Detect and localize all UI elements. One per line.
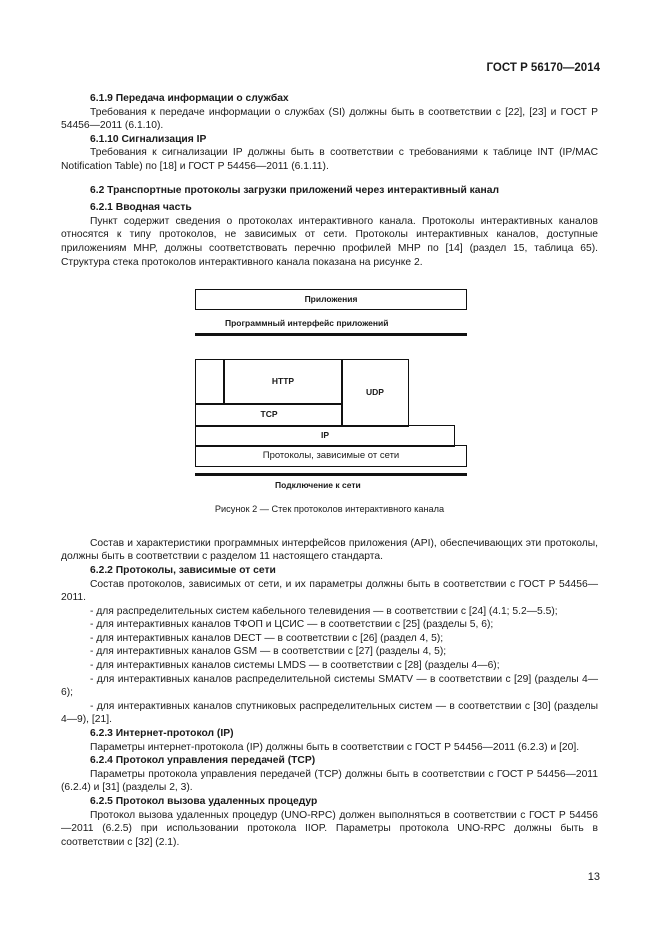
page-number: 13 <box>587 871 600 883</box>
section-title-6-2-3: 6.2.3 Интернет-протокол (IP) <box>90 728 234 740</box>
section-title-6-2: 6.2 Транспортные протоколы загрузки приложений через интерактивный канал <box>90 184 500 196</box>
paragraph-6-1-9: Требования к передаче информации о службах (SI) должны быть в соответствии с [22], [23] и ГОСТ Р 54456—2011 (6.1.10). <box>61 106 598 132</box>
section-title-6-2-4: 6.2.4 Протокол управления передачей (TCP) <box>90 755 316 767</box>
protocol-stack-figure <box>61 279 598 503</box>
paragraph-6-2-1: Пункт содержит сведения о протоколах интерактивного канала. Протоколы интерактивных каналов относятся к типу протоколов, не зависимых от сети. Протоколы интерактивных каналов, доступные приложениям MHP, должны соответствовать перечню профилей MHP по [14] (раздел 15, таблица 65). Структура стека протоколов интерактивного канала показана на рисунке 2. <box>61 215 598 268</box>
section-title-6-1-10: 6.1.10 Сигнализация IP <box>90 133 207 145</box>
ip-layer: IP <box>195 425 455 447</box>
api-line <box>195 333 467 336</box>
paragraph-6-1-10: Требования к сигнализации IP должны быть в соответствии с требованиями к таблице INT (IP/MAC Notification Table) по [18] и ГОСТ Р 54456—2011 (6.1.11). <box>61 147 598 172</box>
list-item: - для интерактивных каналов системы LMDS — в соответствии с [28] (разделы 4—6); <box>90 660 500 672</box>
paragraph-api: Состав и характеристики программных интерфейсов приложения (API), обеспечивающих эти протоколы, должны быть в соответствии с разделом 11 настоящего стандарта. <box>61 537 598 563</box>
http-layer: HTTP <box>223 359 343 405</box>
document-header: ГОСТ Р 56170—2014 <box>486 62 600 74</box>
connection-line <box>195 473 467 476</box>
section-title-6-1-9: 6.1.9 Передача информации о службах <box>90 93 289 104</box>
connection-label: Подключение к сети <box>275 480 361 491</box>
section-title-6-2-5: 6.2.5 Протокол вызова удаленных процедур <box>90 796 318 807</box>
list-item: - для интерактивных каналов GSM — в соответствии с [27] (разделы 4, 5); <box>90 646 447 658</box>
paragraph-6-2-5: Протокол вызова удаленных процедур (UNO-RPC) должен выполняться в соответствии с ГОСТ Р 54456—2011 (6.2.5) при использовании протокола IIOP. Параметры протокола UNO-RPC должны быть в соответствии с [32] (2.1). <box>61 809 598 848</box>
paragraph-6-2-2-intro: Состав протоколов, зависимых от сети, и их параметры должны быть в соответствии с ГОСТ Р 54456—2011. <box>61 578 598 604</box>
network-protocols-layer: Протоколы, зависимые от сети <box>195 445 467 467</box>
list-item: - для интерактивных каналов ТФОП и ЦСИС — в соответствии с [25] (разделы 5, 6); <box>90 619 494 631</box>
list-item: - для интерактивных каналов спутниковых распределительных систем — в соответствии с [30] (разделы 4—9), [21]. <box>61 700 598 726</box>
side-layer <box>195 359 225 405</box>
list-item: - для интерактивных каналов DECT — в соответствии с [26] (раздел 4, 5); <box>90 632 444 644</box>
figure-caption: Рисунок 2 — Стек протоколов интерактивного канала <box>214 504 445 515</box>
list-item: - для распределительных систем кабельного телевидения — в соответствии с [24] (4.1; 5.2—5.5); <box>90 605 558 617</box>
list-item: - для интерактивных каналов распределительной системы SMATV — в соответствии с [29] (разделы 4—6); <box>61 673 598 699</box>
applications-layer: Приложения <box>195 289 467 310</box>
udp-layer: UDP <box>341 359 409 427</box>
paragraph-6-2-3: Параметры интернет-протокола (IP) должны быть в соответствии с ГОСТ Р 54456—2011 (6.2.3) и [20]. <box>90 741 580 753</box>
section-title-6-2-2: 6.2.2 Протоколы, зависимые от сети <box>90 564 276 576</box>
api-label: Программный интерфейс приложений <box>225 318 389 329</box>
tcp-layer: TCP <box>195 403 343 427</box>
section-title-6-2-1: 6.2.1 Вводная часть <box>90 202 192 214</box>
page-content <box>61 92 598 849</box>
paragraph-6-2-4: Параметры протокола управления передачей (TCP) должны быть в соответствии с ГОСТ Р 54456—2011 (6.2.4) и [31] (разделы 2, 3). <box>61 768 598 794</box>
